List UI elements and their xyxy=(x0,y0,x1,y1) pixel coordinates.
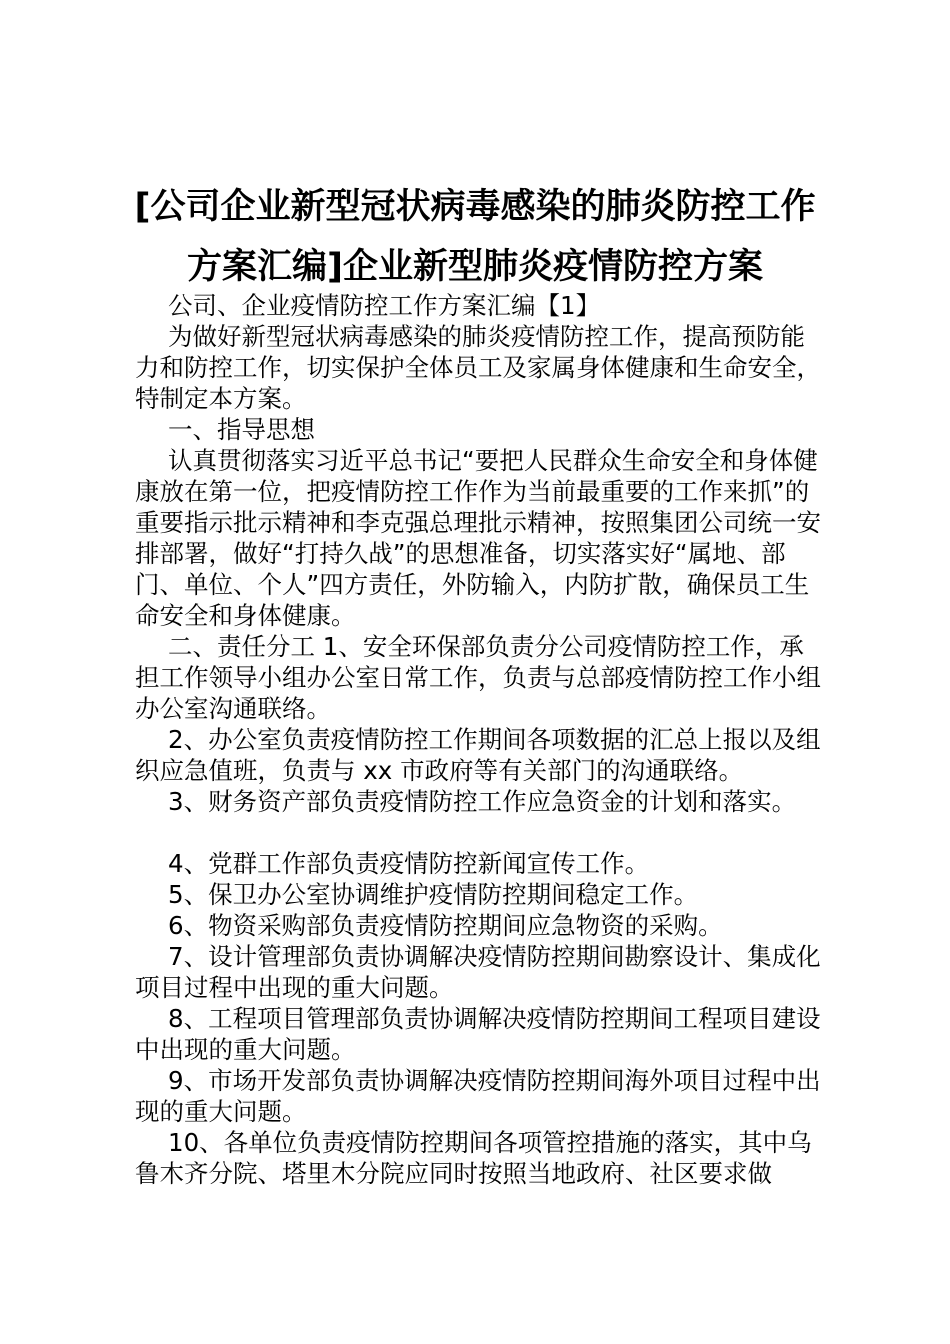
responsibility-item-4: 4、党群工作部负责疫情防控新闻宣传工作。 xyxy=(168,849,650,878)
document-title-line-1: [公司企业新型冠状病毒感染的肺炎防控工作 xyxy=(134,187,816,227)
responsibility-item-5: 5、保卫办公室协调维护疫情防控期间稳定工作。 xyxy=(168,880,699,909)
section-heading: 公司、企业疫情防控工作方案汇编【1】 xyxy=(168,291,601,320)
document-body xyxy=(135,290,825,1189)
intro-paragraph: 为做好新型冠状病毒感染的肺炎疫情防控工作，提高预防能力和防控工作，切实保护全体员工及家属身体健康和生命安全，特制定本方案。 xyxy=(135,322,821,413)
responsibility-item-7: 7、设计管理部负责协调解决疫情防控期间勘察设计、集成化项目过程中出现的重大问题。 xyxy=(135,942,821,1002)
paragraph-gap xyxy=(135,817,825,848)
section-heading-guiding-ideology: 一、指导思想 xyxy=(168,415,315,444)
document-title-line-2: 方案汇编]企业新型肺炎疫情防控方案 xyxy=(187,247,763,287)
responsibility-item-3: 3、财务资产部负责疫情防控工作应急资金的计划和落实。 xyxy=(168,787,797,816)
responsibility-item-1: 二、责任分工 1、安全环保部负责分公司疫情防控工作，承担工作领导小组办公室日常工作，负责与总部疫情防控工作小组办公室沟通联络。 xyxy=(135,632,821,723)
responsibility-item-8: 8、工程项目管理部负责协调解决疫情防控期间工程项目建设中出现的重大问题。 xyxy=(135,1004,821,1064)
responsibility-item-6: 6、物资采购部负责疫情防控期间应急物资的采购。 xyxy=(168,911,723,940)
guiding-ideology-paragraph: 认真贯彻落实习近平总书记“要把人民群众生命安全和身体健康放在第一位，把疫情防控工作作为当前最重要的工作来抓”的重要指示批示精神和李克强总理批示精神，按照集团公司统一安排部署，做好“打持久战”的思想准备，切实落实好“属地、部门、单位、个人”四方责任，外防输入，内防扩散，确保员工生命安全和身体健康。 xyxy=(135,446,821,630)
responsibility-item-10: 10、各单位负责疫情防控期间各项管控措施的落实，其中乌鲁木齐分院、塔里木分院应同时按照当地政府、社区要求做 xyxy=(135,1128,812,1188)
responsibility-item-2: 2、办公室负责疫情防控工作期间各项数据的汇总上报以及组织应急值班，负责与 xx 市政府等有关部门的沟通联络。 xyxy=(135,725,821,785)
responsibility-item-9: 9、市场开发部负责协调解决疫情防控期间海外项目过程中出现的重大问题。 xyxy=(135,1066,821,1126)
